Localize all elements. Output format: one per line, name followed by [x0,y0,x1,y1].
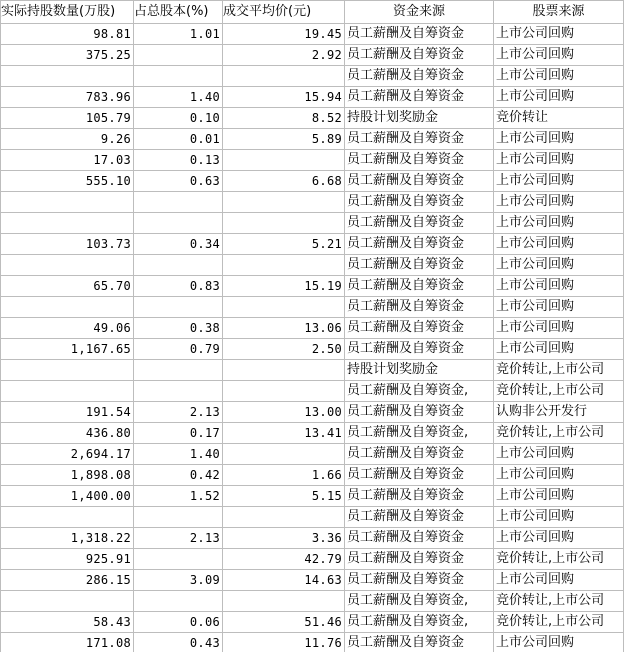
cell-share-ratio[interactable] [134,192,223,213]
cell-shares[interactable]: 375.25 [1,45,134,66]
table-row [1,45,624,66]
cell-avg-price[interactable]: 5.89 [223,129,345,150]
table-row [1,591,624,612]
cell-shares[interactable]: 436.80 [1,423,134,444]
cell-stock-source[interactable]: 上市公司回购 [494,129,624,150]
cell-shares[interactable]: 925.91 [1,549,134,570]
cell-stock-source[interactable]: 上市公司回购 [494,213,624,234]
cell-avg-price[interactable]: 13.41 [223,423,345,444]
cell-share-ratio[interactable]: 2.13 [134,528,223,549]
table-row [1,570,624,591]
table-row [1,528,624,549]
cell-stock-source[interactable]: 上市公司回购 [494,66,624,87]
cell-fund-source[interactable]: 员工薪酬及自筹资金 [345,444,494,465]
table-row [1,339,624,360]
table-row [1,192,624,213]
cell-avg-price[interactable]: 6.68 [223,171,345,192]
cell-stock-source[interactable]: 认购非公开发行 [494,402,624,423]
header-row [1,1,624,24]
cell-share-ratio[interactable]: 0.43 [134,633,223,652]
cell-share-ratio[interactable]: 0.06 [134,612,223,633]
cell-share-ratio[interactable]: 0.79 [134,339,223,360]
cell-avg-price[interactable]: 14.63 [223,570,345,591]
cell-avg-price[interactable]: 2.92 [223,45,345,66]
cell-shares[interactable] [1,213,134,234]
cell-fund-source[interactable]: 员工薪酬及自筹资金, [345,381,494,402]
cell-shares[interactable] [1,255,134,276]
cell-fund-source[interactable]: 员工薪酬及自筹资金 [345,129,494,150]
cell-stock-source[interactable]: 竞价转让,上市公司 [494,381,624,402]
header-cell-avg-price[interactable]: 成交平均价(元) [223,1,345,24]
cell-share-ratio[interactable] [134,549,223,570]
table-row [1,549,624,570]
table-row [1,402,624,423]
cell-stock-source[interactable]: 上市公司回购 [494,192,624,213]
cell-fund-source[interactable]: 员工薪酬及自筹资金 [345,234,494,255]
table-row [1,129,624,150]
cell-fund-source[interactable]: 员工薪酬及自筹资金 [345,633,494,652]
cell-avg-price[interactable] [223,297,345,318]
table-row [1,381,624,402]
table-row [1,213,624,234]
cell-shares[interactable]: 783.96 [1,87,134,108]
table-row [1,360,624,381]
cell-avg-price[interactable]: 3.36 [223,528,345,549]
cell-fund-source[interactable]: 员工薪酬及自筹资金 [345,318,494,339]
cell-share-ratio[interactable] [134,45,223,66]
cell-shares[interactable] [1,591,134,612]
cell-stock-source[interactable]: 竞价转让,上市公司 [494,423,624,444]
cell-fund-source[interactable]: 员工薪酬及自筹资金 [345,339,494,360]
cell-fund-source[interactable]: 员工薪酬及自筹资金 [345,402,494,423]
cell-stock-source[interactable]: 上市公司回购 [494,234,624,255]
cell-fund-source[interactable]: 员工薪酬及自筹资金, [345,591,494,612]
cell-stock-source[interactable]: 竞价转让,上市公司 [494,591,624,612]
cell-avg-price[interactable]: 2.50 [223,339,345,360]
cell-avg-price[interactable] [223,444,345,465]
cell-avg-price[interactable]: 42.79 [223,549,345,570]
cell-stock-source[interactable]: 上市公司回购 [494,255,624,276]
cell-fund-source[interactable]: 员工薪酬及自筹资金 [345,465,494,486]
cell-share-ratio[interactable]: 1.52 [134,486,223,507]
cell-fund-source[interactable]: 员工薪酬及自筹资金 [345,276,494,297]
table-row [1,276,624,297]
table-row [1,318,624,339]
cell-fund-source[interactable]: 员工薪酬及自筹资金, [345,423,494,444]
cell-stock-source[interactable]: 上市公司回购 [494,45,624,66]
cell-share-ratio[interactable]: 3.09 [134,570,223,591]
table-row [1,486,624,507]
cell-shares[interactable]: 1,898.08 [1,465,134,486]
cell-fund-source[interactable]: 持股计划奖励金 [345,108,494,129]
cell-avg-price[interactable] [223,507,345,528]
cell-shares[interactable]: 98.81 [1,24,134,45]
cell-shares[interactable]: 286.15 [1,570,134,591]
cell-share-ratio[interactable]: 0.38 [134,318,223,339]
cell-shares[interactable]: 2,694.17 [1,444,134,465]
cell-fund-source[interactable]: 持股计划奖励金 [345,360,494,381]
table-row [1,465,624,486]
cell-share-ratio[interactable]: 1.40 [134,87,223,108]
cell-stock-source[interactable]: 上市公司回购 [494,486,624,507]
cell-avg-price[interactable] [223,381,345,402]
cell-stock-source[interactable]: 上市公司回购 [494,528,624,549]
cell-fund-source[interactable]: 员工薪酬及自筹资金 [345,255,494,276]
cell-stock-source[interactable]: 上市公司回购 [494,570,624,591]
cell-avg-price[interactable]: 15.19 [223,276,345,297]
cell-fund-source[interactable]: 员工薪酬及自筹资金 [345,549,494,570]
cell-shares[interactable] [1,66,134,87]
cell-fund-source[interactable]: 员工薪酬及自筹资金, [345,612,494,633]
cell-avg-price[interactable]: 8.52 [223,108,345,129]
cell-share-ratio[interactable]: 0.83 [134,276,223,297]
cell-avg-price[interactable]: 5.21 [223,234,345,255]
cell-shares[interactable] [1,507,134,528]
cell-share-ratio[interactable] [134,381,223,402]
cell-fund-source[interactable]: 员工薪酬及自筹资金 [345,24,494,45]
cell-share-ratio[interactable]: 0.13 [134,150,223,171]
cell-shares[interactable]: 171.08 [1,633,134,652]
table-row [1,633,624,652]
cell-stock-source[interactable]: 竞价转让,上市公司 [494,612,624,633]
cell-avg-price[interactable]: 13.06 [223,318,345,339]
cell-shares[interactable]: 103.73 [1,234,134,255]
table-row [1,255,624,276]
cell-share-ratio[interactable] [134,591,223,612]
cell-shares[interactable]: 17.03 [1,150,134,171]
table-row [1,423,624,444]
cell-avg-price[interactable] [223,213,345,234]
cell-shares[interactable]: 9.26 [1,129,134,150]
cell-share-ratio[interactable] [134,360,223,381]
cell-fund-source[interactable]: 员工薪酬及自筹资金 [345,192,494,213]
cell-stock-source[interactable]: 上市公司回购 [494,507,624,528]
cell-stock-source[interactable]: 上市公司回购 [494,465,624,486]
cell-fund-source[interactable]: 员工薪酬及自筹资金 [345,507,494,528]
cell-share-ratio[interactable]: 0.34 [134,234,223,255]
cell-avg-price[interactable]: 5.15 [223,486,345,507]
table-row [1,66,624,87]
cell-share-ratio[interactable]: 0.63 [134,171,223,192]
cell-stock-source[interactable]: 上市公司回购 [494,24,624,45]
cell-stock-source[interactable]: 上市公司回购 [494,339,624,360]
table-row [1,24,624,45]
cell-fund-source[interactable]: 员工薪酬及自筹资金 [345,87,494,108]
cell-stock-source[interactable]: 上市公司回购 [494,150,624,171]
cell-avg-price[interactable] [223,66,345,87]
cell-stock-source[interactable]: 上市公司回购 [494,318,624,339]
cell-stock-source[interactable]: 上市公司回购 [494,87,624,108]
cell-fund-source[interactable]: 员工薪酬及自筹资金 [345,570,494,591]
cell-fund-source[interactable]: 员工薪酬及自筹资金 [345,150,494,171]
cell-shares[interactable]: 105.79 [1,108,134,129]
cell-avg-price[interactable] [223,150,345,171]
table-row [1,612,624,633]
header-cell-fund-source[interactable]: 资金来源 [345,1,494,24]
table-row [1,87,624,108]
cell-avg-price[interactable]: 13.00 [223,402,345,423]
cell-shares[interactable]: 65.70 [1,276,134,297]
cell-shares[interactable]: 555.10 [1,171,134,192]
cell-stock-source[interactable]: 上市公司回购 [494,171,624,192]
cell-shares[interactable] [1,360,134,381]
cell-share-ratio[interactable]: 0.42 [134,465,223,486]
cell-avg-price[interactable] [223,255,345,276]
cell-stock-source[interactable]: 上市公司回购 [494,444,624,465]
cell-stock-source[interactable]: 竞价转让 [494,108,624,129]
table-row [1,171,624,192]
cell-share-ratio[interactable]: 0.01 [134,129,223,150]
cell-share-ratio[interactable] [134,66,223,87]
cell-avg-price[interactable] [223,360,345,381]
cell-shares[interactable]: 49.06 [1,318,134,339]
cell-share-ratio[interactable] [134,213,223,234]
cell-shares[interactable]: 1,318.22 [1,528,134,549]
cell-share-ratio[interactable] [134,255,223,276]
cell-fund-source[interactable]: 员工薪酬及自筹资金 [345,297,494,318]
cell-stock-source[interactable]: 上市公司回购 [494,297,624,318]
cell-avg-price[interactable]: 1.66 [223,465,345,486]
table-body [1,24,624,652]
cell-share-ratio[interactable]: 0.10 [134,108,223,129]
cell-fund-source[interactable]: 员工薪酬及自筹资金 [345,486,494,507]
cell-fund-source[interactable]: 员工薪酬及自筹资金 [345,528,494,549]
cell-share-ratio[interactable] [134,507,223,528]
cell-shares[interactable] [1,192,134,213]
cell-shares[interactable]: 191.54 [1,402,134,423]
cell-avg-price[interactable] [223,192,345,213]
cell-fund-source[interactable]: 员工薪酬及自筹资金 [345,66,494,87]
cell-shares[interactable]: 1,400.00 [1,486,134,507]
table-row [1,297,624,318]
cell-avg-price[interactable] [223,591,345,612]
cell-share-ratio[interactable]: 0.17 [134,423,223,444]
header-cell-share-ratio[interactable]: 占总股本(%) [134,1,223,24]
cell-stock-source[interactable]: 竞价转让,上市公司 [494,360,624,381]
cell-share-ratio[interactable]: 1.01 [134,24,223,45]
cell-avg-price[interactable]: 51.46 [223,612,345,633]
header-cell-shares[interactable]: 实际持股数量(万股) [1,1,134,24]
cell-fund-source[interactable]: 员工薪酬及自筹资金 [345,213,494,234]
cell-share-ratio[interactable] [134,297,223,318]
header-cell-stock-source[interactable]: 股票来源 [494,1,624,24]
cell-fund-source[interactable]: 员工薪酬及自筹资金 [345,171,494,192]
cell-avg-price[interactable]: 11.76 [223,633,345,652]
cell-share-ratio[interactable]: 1.40 [134,444,223,465]
table-row [1,444,624,465]
cell-fund-source[interactable]: 员工薪酬及自筹资金 [345,45,494,66]
cell-share-ratio[interactable]: 2.13 [134,402,223,423]
cell-stock-source[interactable]: 竞价转让,上市公司 [494,549,624,570]
cell-avg-price[interactable]: 19.45 [223,24,345,45]
table-row [1,108,624,129]
cell-shares[interactable] [1,297,134,318]
cell-stock-source[interactable]: 上市公司回购 [494,633,624,652]
cell-shares[interactable]: 58.43 [1,612,134,633]
cell-avg-price[interactable]: 15.94 [223,87,345,108]
cell-shares[interactable]: 1,167.65 [1,339,134,360]
table-row [1,507,624,528]
cell-shares[interactable] [1,381,134,402]
table-row [1,150,624,171]
table-row [1,234,624,255]
cell-stock-source[interactable]: 上市公司回购 [494,276,624,297]
